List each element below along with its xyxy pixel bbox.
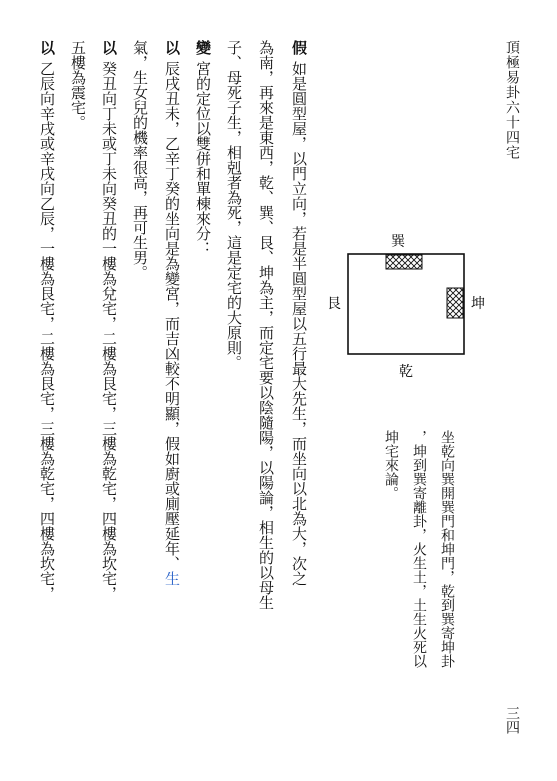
paragraph-3-line-1	[160, 40, 184, 586]
drop-cap: 變	[194, 40, 212, 55]
paragraph-5-line-1	[35, 40, 59, 601]
book-title-header: 頂極易卦六十四宅	[504, 40, 520, 160]
diagram-note-line-3: 坤宅來論。	[383, 430, 399, 500]
drop-cap: 以	[163, 40, 181, 55]
text-line: 宮的定位以雙併和單棟來分：	[194, 61, 212, 256]
text-line: 乙辰向辛戌或辛戌向乙辰，一樓為艮宅，二樓為艮宅，三樓為乾宅，四樓為坎宅，	[38, 61, 56, 601]
drop-cap: 以	[100, 40, 118, 55]
paragraph-4-line-1	[97, 40, 121, 601]
drop-cap: 以	[38, 40, 56, 55]
diagram-note-line-1: 坐乾向巽開巽門和坤門，乾到巽寄坤卦	[439, 430, 455, 668]
highlighted-char: 生	[163, 571, 181, 586]
diagram-note-line-2: ，坤到巽寄離卦，火生土，土生火死以	[411, 430, 427, 668]
paragraph-1-line-3: 子、母死子生，相剋者為死，這是定宅的大原則。	[225, 40, 243, 370]
house-orientation-diagram	[318, 224, 494, 384]
text-line: 如是圓型屋，以門立向，若是半圓型屋以五行最大先生，而坐向以北為大，次之	[290, 61, 308, 586]
paragraph-2-line-1	[191, 40, 215, 256]
kun-door-marker	[447, 288, 463, 318]
xun-door-marker	[386, 255, 422, 269]
paragraph-3-line-2: 氣，生女兒的機率很高，再可生男。	[131, 40, 149, 280]
text-line: 癸丑向丁未或丁未向癸丑的一樓為兌宅，二樓為艮宅，三樓為乾宅，四樓為坎宅，	[100, 61, 118, 601]
kun-label: 坤	[471, 296, 485, 312]
gen-label: 艮	[327, 296, 341, 312]
page-number: 三四	[504, 706, 520, 734]
xun-label: 巽	[391, 234, 405, 250]
drop-cap: 假	[290, 40, 308, 55]
paragraph-4-line-2: 五樓為震宅。	[69, 40, 87, 130]
qian-label: 乾	[399, 364, 413, 380]
paragraph-1-line-2: 為南，再來是東西，乾、巽、艮、坤為主，而定宅要以陰隨陽，以陽論，相生的以母生	[257, 40, 275, 610]
paragraph-1-line-1	[287, 40, 311, 586]
text-line: 辰戌丑未，乙辛丁癸的坐向是為變宮，而吉凶較不明顯，假如廚或廁壓延年、	[163, 61, 181, 571]
